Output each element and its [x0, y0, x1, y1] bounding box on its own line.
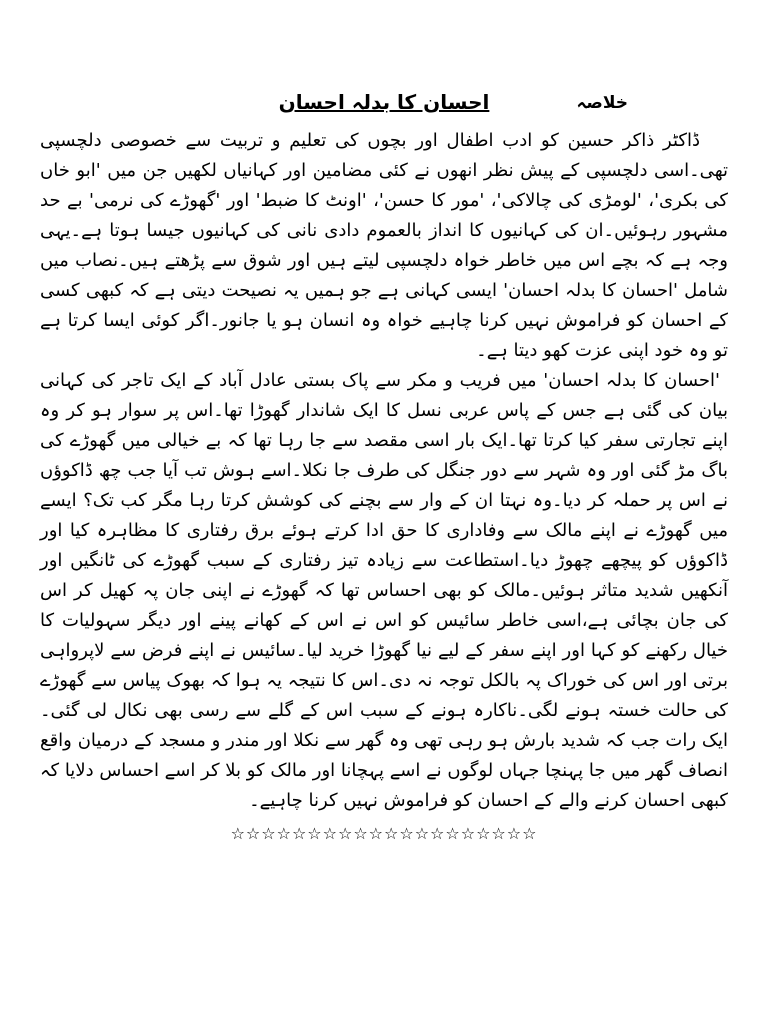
page-title: احسان کا بدلہ احسان — [278, 90, 490, 114]
document-header — [40, 86, 728, 126]
summary-label: خلاصہ — [576, 93, 628, 113]
star-divider: ☆☆☆☆☆☆☆☆☆☆☆☆☆☆☆☆☆☆☆☆ — [230, 824, 538, 843]
paragraph-intro: ڈاکٹر ذاکر حسین کو ادب اطفال اور بچوں کی تعلیم و تربیت سے خصوصی دلچسپی تھی۔اسی دلچسپی کے پیش نظر انھوں نے کئی مضامین اور کہانیاں لکھیں جن میں 'ابو خاں کی بکری'، 'لومڑی کی چالاکی'، 'مور کا حسن'، 'اونٹ کا ضبط' اور 'گھوڑے کی نرمی' بے حد مشہور رہوئیں۔ان کی کہانیوں کا انداز بالعموم دادی نانی کی کہانیوں جیسا ہوتا ہے۔یہی وجہ ہے کہ بچے اس میں خاطر خواہ دلچسپی لیتے ہیں اور شوق سے پڑھتے ہیں۔نصاب میں شامل 'احسان کا بدلہ احسان' ایسی کہانی ہے جو ہمیں یہ نصیحت دیتی ہے کہ کبھی کسی کے احسان کو فراموش نہیں کرنا چاہیے خواہ وہ انسان ہو یا جانور۔اگر کوئی ایسا کرتا ہے تو وہ خود اپنی عزت کھو دیتا ہے۔ — [40, 130, 728, 361]
paragraph-story: 'احسان کا بدلہ احسان' میں فریب و مکر سے پاک بستی عادل آباد کے ایک تاجر کی کہانی بیان کی گئی ہے جس کے پاس عربی نسل کا ایک شاندار گھوڑا تھا۔اس پر سوار ہو کر وہ اپنے تجارتی سفر کیا کرتا تھا۔ایک بار اسی مقصد سے جا رہا تھا کہ بے خیالی میں گھوڑے کی باگ مڑ گئی اور وہ شہر سے دور جنگل کی طرف جا نکلا۔اسے ہوش تب آیا جب چھ ڈاکوؤں نے اس پر حملہ کر دیا۔وہ نہتا ان کے وار سے بچنے کی کوشش کرتا رہا مگر کب تک؟ ایسے میں گھوڑے نے اپنے مالک سے وفاداری کا حق ادا کرتے ہوئے برق رفتاری کا مظاہرہ کیا اور ڈاکوؤں کو پیچھے چھوڑ دیا۔استطاعت سے زیادہ تیز رفتاری کے سبب گھوڑے کی ٹانگیں اور آنکھیں شدید متاثر ہوئیں۔مالک کو بھی احساس تھا کہ گھوڑے نے اپنی جان پہ کھیل کر اس کی جان بچائی ہے،اسی خاطر سائیس کو اس نے اس کے کھانے پینے اور دیگر سہولیات کا خیال رکھنے کو کہا اور اپنے سفر کے لیے نیا گھوڑا خرید لیا۔سائیس نے اپنے فرض سے لاپرواہی برتی اور اس کی خوراک پہ بالکل توجہ نہ دی۔اس کا نتیجہ یہ ہوا کہ بھوک پیاس سے گھوڑے کی حالت خستہ ہونے لگی۔ناکارہ ہونے کے سبب اس کے گلے سے رسی بھی نکال لی گئی۔ایک رات جب کہ شدید بارش ہو رہی تھی وہ گھر سے نکلا اور مندر و مسجد کے درمیان واقع انصاف گھر میں جا پہنچا جہاں لوگوں نے اسے پہچانا اور مالک کو بلا کر اسے احساس دلایا کہ کبھی احسان کرنے والے کے احسان کو فراموش نہیں کرنا چاہیے۔ — [39, 370, 728, 811]
document-page — [40, 86, 728, 843]
